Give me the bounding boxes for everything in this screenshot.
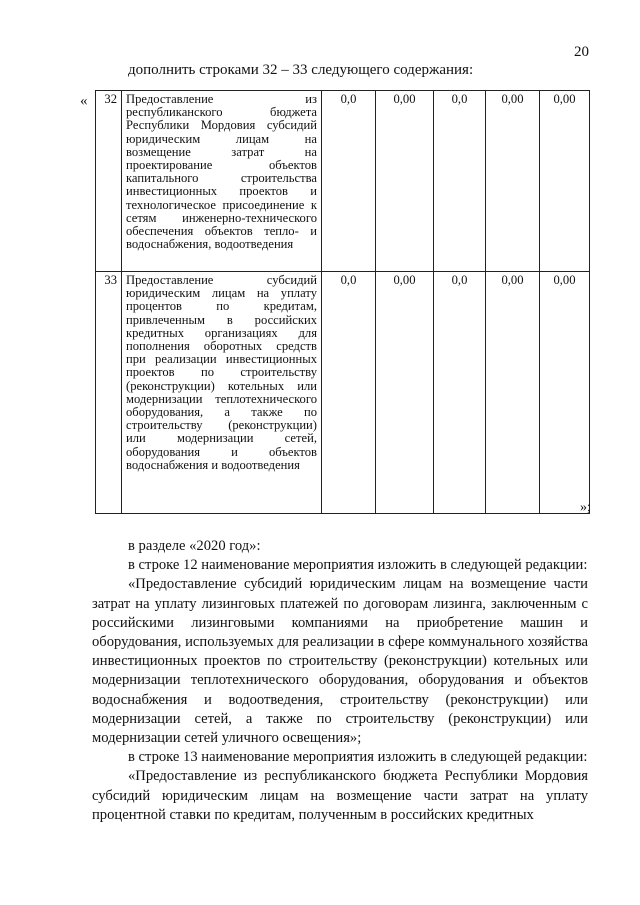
row-name: Предоставление субсидий юридическим лицам на уплату процентов по кредитам, привлеченным в российских кредитных организациях для пополнения оборотных средств при реализации инвестиционных проектов по строительству (реконструкции) котельных или модернизации теплотехнического оборудования, а также по строительству (реконструкции) или модернизации сетей, оборудования и объектов водоснабжения и водоотведения bbox=[122, 272, 322, 514]
row-value: 0,0 bbox=[434, 91, 486, 272]
row-value: 0,00 bbox=[376, 272, 434, 514]
paragraph: «Предоставление из республиканского бюджета Республики Мордовия субсидий юридическим лицам на возмещение части затрат на уплату процентной ставки по кредитам, полученным в российских кредитных bbox=[92, 768, 588, 823]
row-value: 0,00 bbox=[540, 91, 590, 272]
page-number: 20 bbox=[574, 44, 589, 60]
table-row bbox=[96, 91, 590, 272]
table-row bbox=[96, 272, 590, 514]
row-number: 32 bbox=[96, 91, 122, 272]
body-text bbox=[92, 537, 588, 825]
intro-line: дополнить строками 32 – 33 следующего содержания: bbox=[128, 62, 474, 78]
row-value: 0,00 bbox=[486, 91, 540, 272]
paragraph: «Предоставление субсидий юридическим лицам на возмещение части затрат на уплату лизинговых платежей по договорам лизинга, заключенным с российскими лизинговыми компаниями на приобретение машин и оборудования, используемых для реализации в сфере коммунального хозяйства инвестиционных проектов по строительству (реконструкции) котельных или модернизации теплотехнического оборудования, оборудования и объектов водоснабжения и водоотведения, строительству (реконструкции) или модернизации сетей, а также по строительству (реконструкции) или модернизации сетей уличного освещения»; bbox=[92, 576, 588, 747]
row-value: 0,00 bbox=[376, 91, 434, 272]
row-value: 0,0 bbox=[322, 91, 376, 272]
row-value: 0,0 bbox=[434, 272, 486, 514]
closing-quote: »; bbox=[580, 500, 591, 515]
row-value: 0,00 bbox=[540, 272, 590, 514]
row-number: 33 bbox=[96, 272, 122, 514]
paragraph: в разделе «2020 год»: bbox=[128, 538, 261, 554]
program-table bbox=[95, 90, 590, 514]
opening-quote: « bbox=[80, 93, 88, 109]
paragraph: в строке 13 наименование мероприятия изложить в следующей редакции: bbox=[128, 749, 588, 766]
paragraph: в строке 12 наименование мероприятия изложить в следующей редакции: bbox=[128, 557, 588, 574]
row-value: 0,0 bbox=[322, 272, 376, 514]
row-value: 0,00 bbox=[486, 272, 540, 514]
row-name: Предоставление из республиканского бюджета Республики Мордовия субсидий юридическим лицам на возмещение затрат на проектирование объектов капитального строительства инвестиционных проектов и технологическое присоединение к сетям инженерно-технического обеспечения объектов тепло- и водоснабжения, водоотведения bbox=[122, 91, 322, 272]
